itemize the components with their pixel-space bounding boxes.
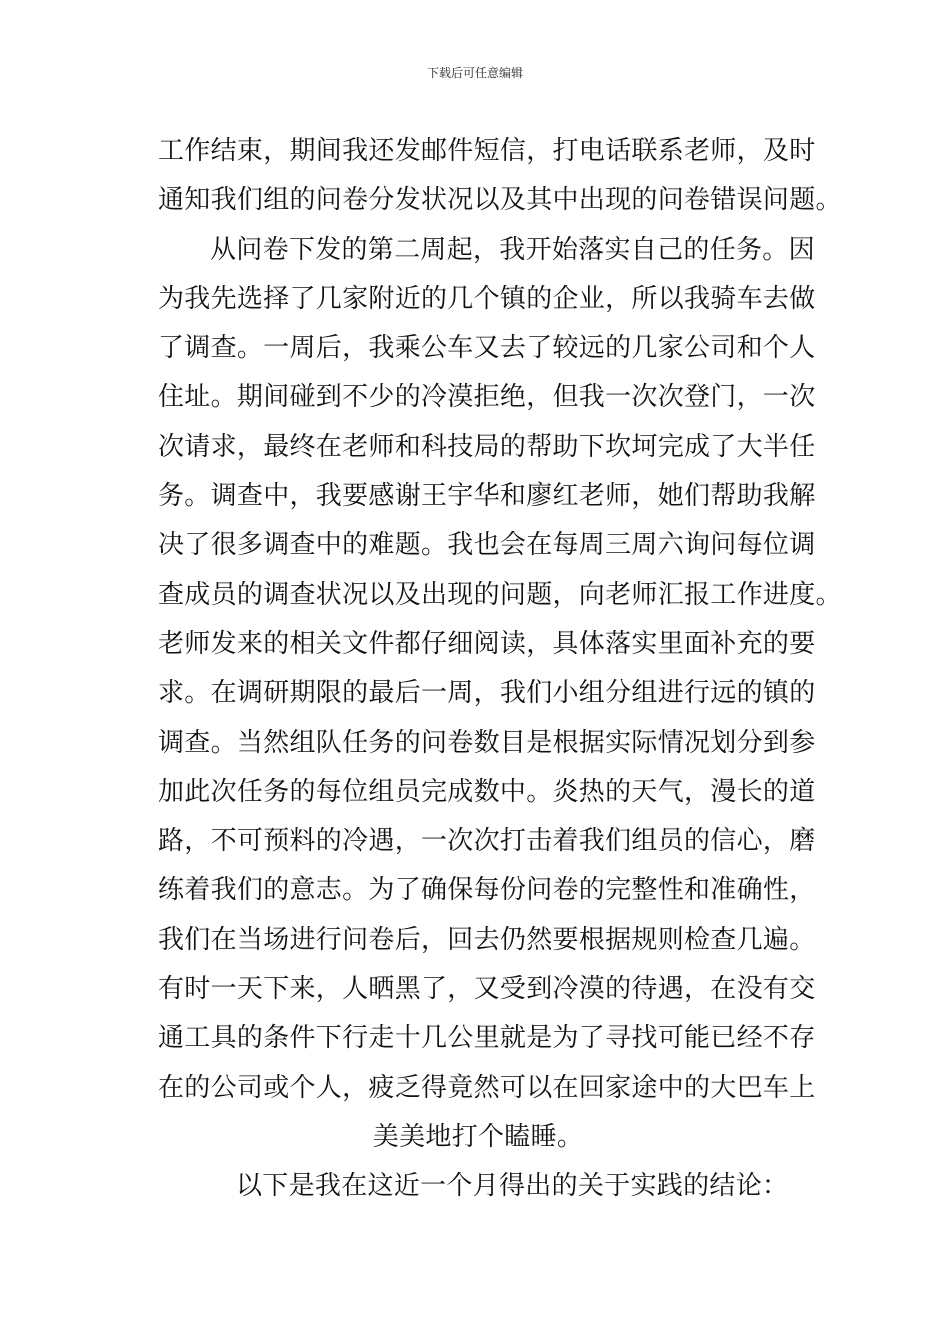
- body-line: 我们在当场进行问卷后，回去仍然要根据规则检查几遍。: [158, 924, 816, 955]
- body-line: 查成员的调查状况以及出现的问题，向老师汇报工作进度。: [158, 579, 842, 610]
- body-line: 住址。期间碰到不少的冷漠拒绝，但我一次次登门，一次: [158, 382, 816, 413]
- body-line: 练着我们的意志。为了确保每份问卷的完整性和准确性，: [158, 875, 816, 906]
- body-line: 务。调查中，我要感谢王宇华和廖红老师，她们帮助我解: [158, 481, 816, 512]
- body-line: 有时一天下来，人晒黑了，又受到冷漠的待遇，在没有交: [158, 974, 816, 1005]
- body-line: 决了很多调查中的难题。我也会在每周三周六询问每位调: [158, 530, 816, 561]
- body-line: 路，不可预料的冷遇，一次次打击着我们组员的信心，磨: [158, 826, 816, 857]
- body-line: 为我先选择了几家附近的几个镇的企业，所以我骑车去做: [158, 283, 816, 314]
- conclusion-intro-line: 以下是我在这近一个月得出的关于实践的结论：: [236, 1171, 789, 1202]
- document-body: [158, 127, 842, 1212]
- body-line: 求。在调研期限的最后一周，我们小组分组进行远的镇的: [158, 678, 816, 709]
- body-line: 通知我们组的问卷分发状况以及其中出现的问卷错误问题。: [158, 185, 842, 216]
- body-line: 次请求，最终在老师和科技局的帮助下坎坷完成了大半任: [158, 431, 816, 462]
- body-line: 调查。当然组队任务的问卷数目是根据实际情况划分到参: [158, 727, 816, 758]
- body-line: 了调查。一周后，我乘公车又去了较远的几家公司和个人: [158, 333, 816, 364]
- paragraph-start-line: 从问卷下发的第二周起，我开始落实自己的任务。因: [210, 234, 815, 265]
- body-line: 老师发来的相关文件都仔细阅读，具体落实里面补充的要: [158, 628, 816, 659]
- body-line: 加此次任务的每位组员完成数中。炎热的天气，漫长的道: [158, 776, 816, 807]
- paragraph-end-line: 美美地打个瞌睡。: [372, 1121, 584, 1152]
- page-header-note: 下载后可任意编辑: [426, 66, 523, 80]
- body-line: 通工具的条件下行走十几公里就是为了寻找可能已经不存: [158, 1023, 816, 1054]
- body-line: 工作结束，期间我还发邮件短信，打电话联系老师，及时: [158, 136, 816, 166]
- body-line: 在的公司或个人，疲乏得竟然可以在回家途中的大巴车上: [158, 1072, 816, 1103]
